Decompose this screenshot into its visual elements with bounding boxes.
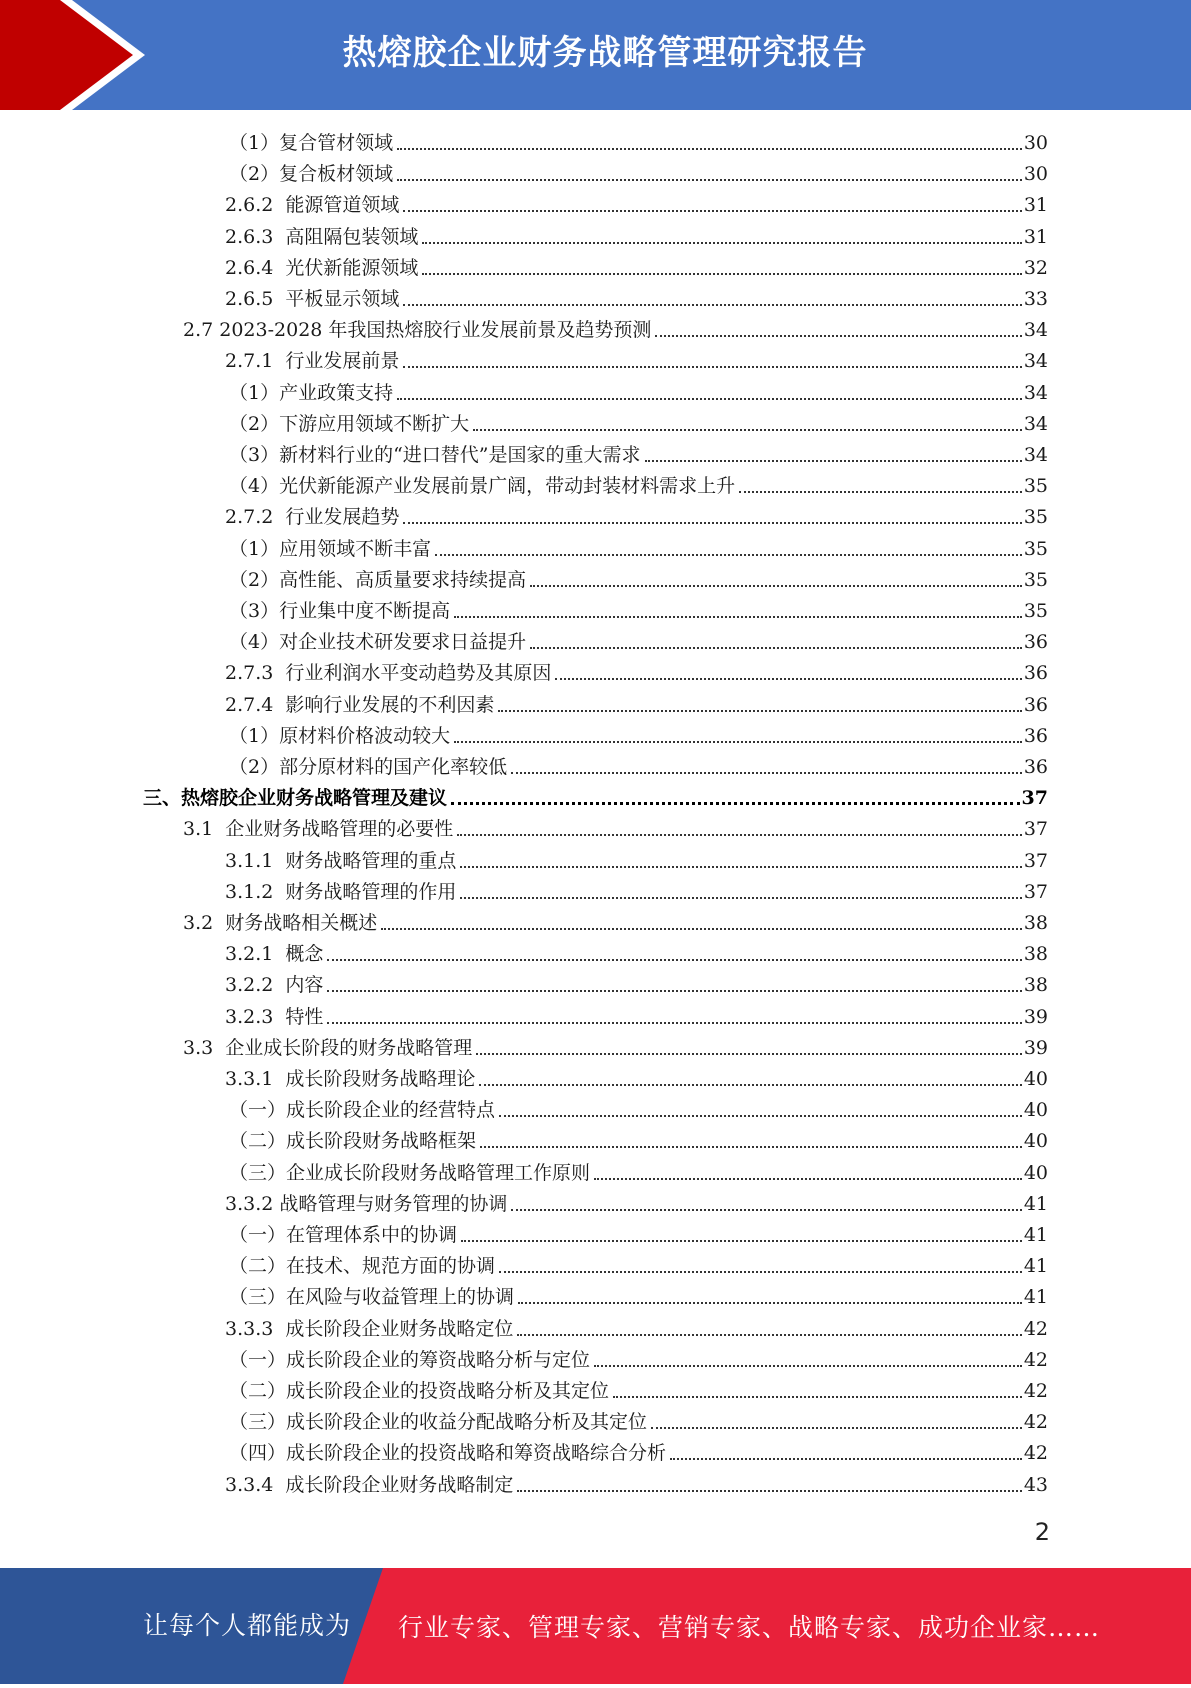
toc-entry-title: 3.3.4 成长阶段企业财务战略制定 [225,1473,514,1496]
toc-entry-page: 36 [1023,724,1048,747]
toc-entry-page: 34 [1023,319,1048,342]
toc-dot-leader [327,990,1021,992]
toc-dot-leader [457,834,1022,836]
toc-dot-leader [499,1271,1022,1273]
toc-entry[interactable] [225,939,1048,970]
toc-entry-title: （一）成长阶段企业的经营特点 [229,1099,496,1122]
toc-entry-title: （一）在管理体系中的协调 [229,1224,458,1246]
toc-entry-page: 37 [1021,787,1048,810]
toc-entry-title: （三）在风险与收益管理上的协调 [229,1286,515,1309]
toc-entry[interactable] [183,315,1048,346]
toc-dot-leader [555,678,1021,680]
toc-entry-page: 31 [1023,225,1048,248]
toc-entry-page: 38 [1023,943,1048,966]
toc-dot-leader [511,772,1022,774]
toc-dot-leader [397,398,1022,400]
toc-entry-title: 3.1.1 财务战略管理的重点 [225,849,457,872]
toc-entry[interactable] [225,970,1048,1001]
toc-entry-title: 2.7.3 行业利润水平变动趋势及其原因 [225,662,552,685]
toc-entry-title: （2）高性能、高质量要求持续提高 [229,568,527,591]
toc-entry[interactable] [229,128,1048,159]
toc-entry-title: （四）成长阶段企业的投资战略和筹资战略综合分析 [229,1442,667,1465]
footer-banner [0,1568,1191,1684]
report-header [0,0,1191,110]
toc-dot-leader [403,210,1021,212]
toc-entry-page: 36 [1023,756,1048,778]
toc-dot-leader [594,1365,1022,1367]
toc-entry-page: 41 [1023,1224,1048,1246]
toc-entry[interactable] [229,409,1048,440]
toc-entry-page: 37 [1023,849,1048,872]
toc-entry-title: （2）部分原材料的国产化率较低 [229,756,508,778]
toc-entry[interactable] [229,1251,1048,1282]
toc-entry-page: 34 [1023,412,1048,435]
toc-entry-title: 3.1 企业财务战略管理的必要性 [183,818,454,841]
toc-entry-title: （4）光伏新能源产业发展前景广阔，带动封装材料需求上升 [229,475,736,498]
toc-entry-page: 40 [1023,1099,1048,1122]
toc-entry[interactable] [225,346,1048,377]
toc-entry[interactable] [229,1376,1048,1407]
toc-entry[interactable] [229,1438,1048,1469]
toc-entry[interactable] [229,1220,1048,1251]
toc-entry-title: 2.7.1 行业发展前景 [225,350,400,373]
toc-dot-leader [517,1490,1021,1492]
toc-dot-leader [594,1178,1022,1180]
toc-dot-leader [403,304,1021,306]
toc-entry[interactable] [229,565,1048,596]
toc-entry-page: 30 [1023,132,1048,154]
toc-entry[interactable] [183,908,1048,939]
toc-entry-page: 40 [1023,1068,1048,1090]
toc-entry[interactable] [225,1470,1048,1501]
toc-entry-page: 41 [1023,1255,1048,1278]
toc-entry-title: （3）行业集中度不断提高 [229,600,451,622]
toc-dot-leader [517,1334,1021,1336]
toc-entry[interactable] [225,222,1048,253]
toc-entry-title: （一）成长阶段企业的筹资战略分析与定位 [229,1348,591,1371]
toc-dot-leader [518,1302,1022,1304]
toc-entry[interactable] [225,1314,1048,1345]
toc-entry-page: 41 [1023,1192,1048,1215]
toc-entry-title: 3.2.2 内容 [225,974,324,997]
toc-entry[interactable] [225,1189,1048,1220]
toc-dot-leader [454,741,1022,743]
toc-entry-title: （1）产业政策支持 [229,381,394,404]
toc-dot-leader [613,1396,1022,1398]
toc-entry-page: 34 [1023,381,1048,404]
toc-dot-leader [480,1146,1022,1148]
toc-entry-page: 32 [1023,256,1048,279]
toc-entry-title: 3.2 财务战略相关概述 [183,912,378,934]
toc-dot-leader [530,647,1022,649]
toc-entry[interactable] [229,159,1048,190]
toc-entry-page: 42 [1023,1348,1048,1371]
toc-dot-leader [403,366,1021,368]
toc-dot-leader [327,1022,1021,1024]
toc-entry[interactable] [229,752,1048,783]
toc-entry-title: （1）应用领域不断丰富 [229,537,432,560]
toc-dot-leader [460,866,1021,868]
toc-entry-page: 42 [1023,1411,1048,1434]
toc-entry-page: 39 [1023,1005,1048,1028]
toc-dot-leader [460,897,1021,899]
toc-entry-page: 42 [1023,1380,1048,1402]
toc-entry[interactable] [229,471,1048,502]
toc-entry[interactable] [143,783,1048,814]
toc-entry[interactable] [229,534,1048,565]
toc-dot-leader [739,491,1022,493]
toc-entry[interactable] [183,814,1048,845]
toc-entry[interactable] [229,596,1048,627]
toc-dot-leader [435,554,1022,556]
toc-dot-leader [645,460,1022,462]
toc-entry[interactable] [183,1033,1048,1064]
toc-entry[interactable] [229,1282,1048,1313]
toc-entry[interactable] [229,440,1048,471]
toc-entry-title: （4）对企业技术研发要求日益提升 [229,631,527,654]
toc-entry[interactable] [225,1002,1048,1033]
toc-dot-leader [381,928,1022,930]
toc-entry-page: 40 [1023,1130,1048,1153]
toc-entry[interactable] [225,877,1048,908]
report-title: 热熔胶企业财务战略管理研究报告 [342,33,868,73]
toc-entry-page: 37 [1023,880,1048,903]
toc-entry-page: 38 [1023,974,1048,997]
toc-entry-title: 3.3 企业成长阶段的财务战略管理 [183,1036,473,1059]
toc-entry-page: 42 [1023,1317,1048,1340]
toc-dot-leader [451,802,1020,805]
toc-dot-leader [397,148,1022,150]
toc-entry-page: 34 [1023,444,1048,466]
toc-entry[interactable] [225,846,1048,877]
toc-entry-title: 2.7 2023-2028 年我国热熔胶行业发展前景及趋势预测 [183,319,652,342]
toc-entry-title: 2.7.4 影响行业发展的不利因素 [225,693,495,716]
toc-entry[interactable] [225,658,1048,689]
toc-entry-page: 36 [1023,693,1048,716]
toc-entry-title: （2）下游应用领域不断扩大 [229,412,470,435]
toc-entry-page: 31 [1023,194,1048,217]
toc-dot-leader [498,710,1021,712]
toc-dot-leader [499,1115,1022,1117]
toc-entry-title: 三、热熔胶企业财务战略管理及建议 [143,787,448,810]
toc-entry[interactable] [225,284,1048,315]
toc-entry[interactable] [225,253,1048,284]
toc-entry-page: 36 [1023,662,1048,685]
toc-entry-title: （1）原材料价格波动较大 [229,724,451,747]
toc-entry-title: 2.6.2 能源管道领域 [225,194,400,217]
toc-entry-page: 42 [1023,1442,1048,1465]
toc-entry-title: （2）复合板材领域 [229,163,394,186]
toc-dot-leader [422,273,1021,275]
toc-entry-title: （三）成长阶段企业的收益分配战略分析及其定位 [229,1411,648,1434]
toc-dot-leader [327,959,1021,961]
toc-entry[interactable] [229,1407,1048,1438]
toc-entry-title: （3）新材料行业的“进口替代”是国家的重大需求 [229,444,641,466]
toc-entry[interactable] [225,690,1048,721]
toc-entry-title: 3.2.3 特性 [225,1005,324,1028]
footer-slogan-right: 行业专家、管理专家、营销专家、战略专家、成功企业家…… [398,1613,1101,1642]
toc-entry-page: 39 [1023,1036,1048,1059]
toc-entry[interactable] [229,627,1048,658]
page-number: 2 [1034,1518,1050,1546]
toc-entry-page: 40 [1023,1161,1048,1184]
toc-dot-leader [511,1209,1021,1211]
toc-entry[interactable] [225,502,1048,533]
toc-entry-title: 3.2.1 概念 [225,943,324,966]
toc-entry-page: 35 [1023,506,1048,529]
toc-entry-page: 30 [1023,163,1048,186]
toc-entry-page: 37 [1023,818,1048,841]
toc-dot-leader [479,1084,1021,1086]
toc-entry[interactable] [225,190,1048,221]
toc-entry-page: 35 [1023,600,1048,622]
toc-entry-title: 2.6.5 平板显示领域 [225,288,400,310]
toc-dot-leader [530,585,1022,587]
toc-dot-leader [461,1240,1022,1242]
toc-entry-title: （二）成长阶段企业的投资战略分析及其定位 [229,1380,610,1402]
toc-entry-page: 35 [1023,537,1048,560]
toc-dot-leader [422,242,1021,244]
toc-entry-page: 36 [1023,631,1048,654]
toc-dot-leader [651,1427,1022,1429]
toc-entry[interactable] [229,378,1048,409]
toc-entry[interactable] [229,1345,1048,1376]
toc-entry-page: 41 [1023,1286,1048,1309]
toc-entry-title: 2.6.3 高阻隔包装领域 [225,225,419,248]
toc-entry-title: （三）企业成长阶段财务战略管理工作原则 [229,1161,591,1184]
toc-dot-leader [397,179,1022,181]
toc-entry-title: 2.6.4 光伏新能源领域 [225,256,419,279]
toc-entry-title: 3.3.3 成长阶段企业财务战略定位 [225,1317,514,1340]
toc-dot-leader [476,1053,1022,1055]
toc-entry-page: 43 [1023,1473,1048,1496]
toc-dot-leader [655,335,1021,337]
toc-entry[interactable] [229,1095,1048,1126]
footer-slogan-left: 让每个人都能成为 [143,1611,352,1640]
toc-dot-leader [473,429,1022,431]
toc-entry[interactable] [229,1158,1048,1189]
toc-entry-title: （二）成长阶段财务战略框架 [229,1130,477,1153]
toc-dot-leader [670,1458,1022,1460]
toc-entry-title: 3.3.2 战略管理与财务管理的协调 [225,1192,508,1215]
toc-dot-leader [403,522,1021,524]
toc-entry[interactable] [229,1126,1048,1157]
toc-entry-page: 35 [1023,475,1048,498]
toc-entry-title: 3.1.2 财务战略管理的作用 [225,880,457,903]
toc-dot-leader [454,616,1022,618]
toc-entry-title: 2.7.2 行业发展趋势 [225,506,400,529]
toc-entry-page: 35 [1023,568,1048,591]
toc-entry-title: （二）在技术、规范方面的协调 [229,1255,496,1278]
toc-entry[interactable] [229,721,1048,752]
toc-entry-page: 33 [1023,288,1048,310]
toc-entry[interactable] [225,1064,1048,1095]
toc-entry-page: 34 [1023,350,1048,373]
toc-entry-title: （1）复合管材领域 [229,132,394,154]
toc-entry-page: 38 [1023,912,1048,934]
toc-entry-title: 3.3.1 成长阶段财务战略理论 [225,1068,476,1090]
